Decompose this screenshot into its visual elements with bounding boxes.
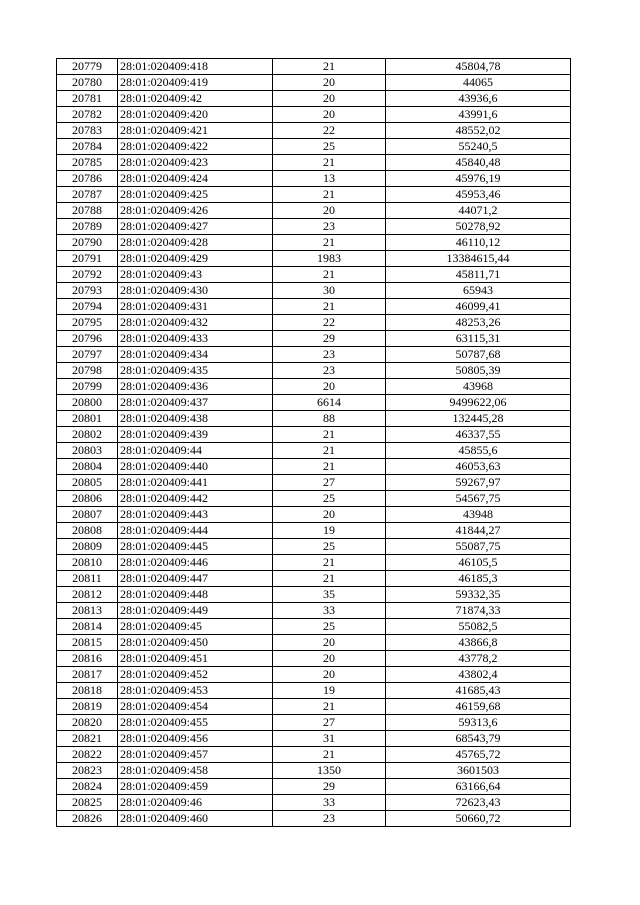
table-row — [57, 715, 571, 731]
cadastral-value-cell: 46337,55 — [386, 427, 571, 443]
cadastral-number-cell: 28:01:020409:452 — [118, 667, 273, 683]
row-number-cell: 20788 — [57, 203, 118, 219]
cadastral-value-cell: 43866,8 — [386, 635, 571, 651]
area-cell: 1983 — [273, 251, 386, 267]
table-row — [57, 811, 571, 827]
row-number-cell: 20786 — [57, 171, 118, 187]
area-cell: 13 — [273, 171, 386, 187]
row-number-cell: 20783 — [57, 123, 118, 139]
cadastral-number-cell: 28:01:020409:433 — [118, 331, 273, 347]
cadastral-value-cell: 50660,72 — [386, 811, 571, 827]
cadastral-number-cell: 28:01:020409:418 — [118, 59, 273, 75]
table-row — [57, 539, 571, 555]
table-row — [57, 779, 571, 795]
area-cell: 23 — [273, 811, 386, 827]
table-row — [57, 283, 571, 299]
cadastral-value-cell: 43968 — [386, 379, 571, 395]
cadastral-value-cell: 55240,5 — [386, 139, 571, 155]
row-number-cell: 20810 — [57, 555, 118, 571]
table-row — [57, 91, 571, 107]
table-row — [57, 795, 571, 811]
cadastral-number-cell: 28:01:020409:458 — [118, 763, 273, 779]
cadastral-value-cell: 46185,3 — [386, 571, 571, 587]
area-cell: 20 — [273, 379, 386, 395]
cadastral-number-cell: 28:01:020409:428 — [118, 235, 273, 251]
table-row — [57, 75, 571, 91]
cadastral-value-cell: 43936,6 — [386, 91, 571, 107]
area-cell: 21 — [273, 235, 386, 251]
table-row — [57, 315, 571, 331]
cadastral-value-cell: 46159,68 — [386, 699, 571, 715]
cadastral-number-cell: 28:01:020409:430 — [118, 283, 273, 299]
area-cell: 21 — [273, 555, 386, 571]
cadastral-number-cell: 28:01:020409:442 — [118, 491, 273, 507]
cadastral-number-cell: 28:01:020409:449 — [118, 603, 273, 619]
table-row — [57, 203, 571, 219]
cadastral-number-cell: 28:01:020409:459 — [118, 779, 273, 795]
cadastral-value-cell: 44065 — [386, 75, 571, 91]
area-cell: 19 — [273, 683, 386, 699]
cadastral-value-cell: 46110,12 — [386, 235, 571, 251]
table-row — [57, 443, 571, 459]
cadastral-value-cell: 59313,6 — [386, 715, 571, 731]
area-cell: 21 — [273, 427, 386, 443]
area-cell: 29 — [273, 779, 386, 795]
area-cell: 21 — [273, 155, 386, 171]
cadastral-value-cell: 43802,4 — [386, 667, 571, 683]
cadastral-value-cell: 41844,27 — [386, 523, 571, 539]
cadastral-number-cell: 28:01:020409:451 — [118, 651, 273, 667]
row-number-cell: 20821 — [57, 731, 118, 747]
cadastral-value-cell: 43948 — [386, 507, 571, 523]
cadastral-value-cell: 132445,28 — [386, 411, 571, 427]
cadastral-value-cell: 59332,35 — [386, 587, 571, 603]
table-row — [57, 651, 571, 667]
table-row — [57, 299, 571, 315]
cadastral-value-cell: 50787,68 — [386, 347, 571, 363]
cadastral-number-cell: 28:01:020409:436 — [118, 379, 273, 395]
row-number-cell: 20820 — [57, 715, 118, 731]
table-row — [57, 107, 571, 123]
cadastral-value-cell: 43778,2 — [386, 651, 571, 667]
area-cell: 25 — [273, 491, 386, 507]
area-cell: 20 — [273, 667, 386, 683]
cadastral-value-cell: 55087,75 — [386, 539, 571, 555]
table-row — [57, 411, 571, 427]
table-row — [57, 731, 571, 747]
cadastral-value-cell: 50278,92 — [386, 219, 571, 235]
table-row — [57, 379, 571, 395]
row-number-cell: 20818 — [57, 683, 118, 699]
area-cell: 35 — [273, 587, 386, 603]
row-number-cell: 20825 — [57, 795, 118, 811]
table-row — [57, 587, 571, 603]
cadastral-value-cell: 68543,79 — [386, 731, 571, 747]
row-number-cell: 20790 — [57, 235, 118, 251]
cadastral-value-cell: 63166,64 — [386, 779, 571, 795]
cadastral-value-cell: 46053,63 — [386, 459, 571, 475]
cadastral-number-cell: 28:01:020409:446 — [118, 555, 273, 571]
row-number-cell: 20796 — [57, 331, 118, 347]
cadastral-number-cell: 28:01:020409:441 — [118, 475, 273, 491]
area-cell: 20 — [273, 651, 386, 667]
row-number-cell: 20799 — [57, 379, 118, 395]
area-cell: 21 — [273, 187, 386, 203]
area-cell: 88 — [273, 411, 386, 427]
table-row — [57, 427, 571, 443]
row-number-cell: 20782 — [57, 107, 118, 123]
cadastral-number-cell: 28:01:020409:454 — [118, 699, 273, 715]
table-row — [57, 171, 571, 187]
cadastral-value-cell: 59267,97 — [386, 475, 571, 491]
cadastral-number-cell: 28:01:020409:429 — [118, 251, 273, 267]
cadastral-number-cell: 28:01:020409:423 — [118, 155, 273, 171]
row-number-cell: 20813 — [57, 603, 118, 619]
row-number-cell: 20795 — [57, 315, 118, 331]
table-row — [57, 59, 571, 75]
area-cell: 21 — [273, 699, 386, 715]
row-number-cell: 20811 — [57, 571, 118, 587]
area-cell: 23 — [273, 347, 386, 363]
cadastral-number-cell: 28:01:020409:456 — [118, 731, 273, 747]
table-row — [57, 235, 571, 251]
row-number-cell: 20817 — [57, 667, 118, 683]
row-number-cell: 20797 — [57, 347, 118, 363]
cadastral-number-cell: 28:01:020409:424 — [118, 171, 273, 187]
area-cell: 21 — [273, 59, 386, 75]
row-number-cell: 20785 — [57, 155, 118, 171]
area-cell: 21 — [273, 747, 386, 763]
table-row — [57, 571, 571, 587]
area-cell: 31 — [273, 731, 386, 747]
cadastral-value-cell: 65943 — [386, 283, 571, 299]
table-row — [57, 491, 571, 507]
row-number-cell: 20791 — [57, 251, 118, 267]
cadastral-number-cell: 28:01:020409:450 — [118, 635, 273, 651]
cadastral-number-cell: 28:01:020409:438 — [118, 411, 273, 427]
table-row — [57, 603, 571, 619]
row-number-cell: 20789 — [57, 219, 118, 235]
area-cell: 19 — [273, 523, 386, 539]
cadastral-number-cell: 28:01:020409:434 — [118, 347, 273, 363]
area-cell: 25 — [273, 619, 386, 635]
cadastral-value-cell: 41685,43 — [386, 683, 571, 699]
table-row — [57, 619, 571, 635]
area-cell: 33 — [273, 795, 386, 811]
cadastral-number-cell: 28:01:020409:420 — [118, 107, 273, 123]
row-number-cell: 20805 — [57, 475, 118, 491]
cadastral-number-cell: 28:01:020409:421 — [118, 123, 273, 139]
area-cell: 20 — [273, 75, 386, 91]
cadastral-value-cell: 48552,02 — [386, 123, 571, 139]
table-row — [57, 475, 571, 491]
table-row — [57, 123, 571, 139]
area-cell: 25 — [273, 539, 386, 555]
cadastral-value-cell: 45811,71 — [386, 267, 571, 283]
row-number-cell: 20787 — [57, 187, 118, 203]
cadastral-number-cell: 28:01:020409:437 — [118, 395, 273, 411]
cadastral-number-cell: 28:01:020409:43 — [118, 267, 273, 283]
row-number-cell: 20816 — [57, 651, 118, 667]
area-cell: 23 — [273, 363, 386, 379]
row-number-cell: 20806 — [57, 491, 118, 507]
cadastral-value-cell: 45804,78 — [386, 59, 571, 75]
area-cell: 21 — [273, 267, 386, 283]
area-cell: 21 — [273, 459, 386, 475]
row-number-cell: 20780 — [57, 75, 118, 91]
cadastral-value-cell: 45976,19 — [386, 171, 571, 187]
cadastral-number-cell: 28:01:020409:455 — [118, 715, 273, 731]
row-number-cell: 20794 — [57, 299, 118, 315]
cadastral-number-cell: 28:01:020409:447 — [118, 571, 273, 587]
cadastral-number-cell: 28:01:020409:448 — [118, 587, 273, 603]
cadastral-number-cell: 28:01:020409:460 — [118, 811, 273, 827]
cadastral-value-cell: 72623,43 — [386, 795, 571, 811]
cadastral-number-cell: 28:01:020409:444 — [118, 523, 273, 539]
table-row — [57, 555, 571, 571]
cadastral-number-cell: 28:01:020409:45 — [118, 619, 273, 635]
cadastral-number-cell: 28:01:020409:443 — [118, 507, 273, 523]
row-number-cell: 20822 — [57, 747, 118, 763]
row-number-cell: 20819 — [57, 699, 118, 715]
area-cell: 25 — [273, 139, 386, 155]
cadastral-value-cell: 13384615,44 — [386, 251, 571, 267]
row-number-cell: 20781 — [57, 91, 118, 107]
cadastral-value-cell: 50805,39 — [386, 363, 571, 379]
row-number-cell: 20815 — [57, 635, 118, 651]
cadastral-value-cell: 45765,72 — [386, 747, 571, 763]
area-cell: 23 — [273, 219, 386, 235]
area-cell: 29 — [273, 331, 386, 347]
area-cell: 21 — [273, 299, 386, 315]
cadastral-value-cell: 44071,2 — [386, 203, 571, 219]
row-number-cell: 20826 — [57, 811, 118, 827]
cadastral-value-cell: 54567,75 — [386, 491, 571, 507]
cadastral-number-cell: 28:01:020409:44 — [118, 443, 273, 459]
area-cell: 20 — [273, 203, 386, 219]
cadastral-value-cell: 46099,41 — [386, 299, 571, 315]
cadastral-number-cell: 28:01:020409:439 — [118, 427, 273, 443]
table-row — [57, 667, 571, 683]
cadastral-number-cell: 28:01:020409:427 — [118, 219, 273, 235]
cadastral-number-cell: 28:01:020409:432 — [118, 315, 273, 331]
cadastral-value-cell: 9499622,06 — [386, 395, 571, 411]
cadastral-value-cell: 45855,6 — [386, 443, 571, 459]
cadastral-value-cell: 48253,26 — [386, 315, 571, 331]
area-cell: 27 — [273, 715, 386, 731]
cadastral-number-cell: 28:01:020409:435 — [118, 363, 273, 379]
table-row — [57, 251, 571, 267]
cadastral-number-cell: 28:01:020409:419 — [118, 75, 273, 91]
cadastral-value-cell: 45953,46 — [386, 187, 571, 203]
cadastral-number-cell: 28:01:020409:431 — [118, 299, 273, 315]
cadastral-value-table — [56, 58, 571, 827]
table-row — [57, 187, 571, 203]
row-number-cell: 20812 — [57, 587, 118, 603]
area-cell: 21 — [273, 571, 386, 587]
table-row — [57, 747, 571, 763]
cadastral-number-cell: 28:01:020409:453 — [118, 683, 273, 699]
table-row — [57, 459, 571, 475]
table-row — [57, 347, 571, 363]
cadastral-number-cell: 28:01:020409:445 — [118, 539, 273, 555]
row-number-cell: 20809 — [57, 539, 118, 555]
cadastral-number-cell: 28:01:020409:426 — [118, 203, 273, 219]
cadastral-value-cell: 55082,5 — [386, 619, 571, 635]
cadastral-number-cell: 28:01:020409:46 — [118, 795, 273, 811]
cadastral-number-cell: 28:01:020409:457 — [118, 747, 273, 763]
table-row — [57, 155, 571, 171]
row-number-cell: 20823 — [57, 763, 118, 779]
table-body — [57, 59, 571, 827]
cadastral-value-cell: 3601503 — [386, 763, 571, 779]
row-number-cell: 20803 — [57, 443, 118, 459]
row-number-cell: 20807 — [57, 507, 118, 523]
row-number-cell: 20808 — [57, 523, 118, 539]
table-row — [57, 395, 571, 411]
table-row — [57, 635, 571, 651]
row-number-cell: 20802 — [57, 427, 118, 443]
area-cell: 1350 — [273, 763, 386, 779]
cadastral-value-cell: 45840,48 — [386, 155, 571, 171]
cadastral-number-cell: 28:01:020409:425 — [118, 187, 273, 203]
table-row — [57, 699, 571, 715]
row-number-cell: 20779 — [57, 59, 118, 75]
area-cell: 22 — [273, 123, 386, 139]
table-row — [57, 139, 571, 155]
area-cell: 20 — [273, 635, 386, 651]
table-row — [57, 507, 571, 523]
table-row — [57, 683, 571, 699]
area-cell: 20 — [273, 507, 386, 523]
row-number-cell: 20800 — [57, 395, 118, 411]
cadastral-number-cell: 28:01:020409:42 — [118, 91, 273, 107]
area-cell: 20 — [273, 91, 386, 107]
cadastral-number-cell: 28:01:020409:422 — [118, 139, 273, 155]
table-row — [57, 219, 571, 235]
table-row — [57, 763, 571, 779]
table-row — [57, 331, 571, 347]
row-number-cell: 20784 — [57, 139, 118, 155]
row-number-cell: 20793 — [57, 283, 118, 299]
row-number-cell: 20814 — [57, 619, 118, 635]
cadastral-value-cell: 63115,31 — [386, 331, 571, 347]
row-number-cell: 20801 — [57, 411, 118, 427]
area-cell: 21 — [273, 443, 386, 459]
row-number-cell: 20824 — [57, 779, 118, 795]
area-cell: 6614 — [273, 395, 386, 411]
row-number-cell: 20804 — [57, 459, 118, 475]
cadastral-number-cell: 28:01:020409:440 — [118, 459, 273, 475]
table-row — [57, 363, 571, 379]
cadastral-value-cell: 43991,6 — [386, 107, 571, 123]
area-cell: 22 — [273, 315, 386, 331]
cadastral-value-cell: 71874,33 — [386, 603, 571, 619]
table-row — [57, 523, 571, 539]
area-cell: 33 — [273, 603, 386, 619]
area-cell: 30 — [273, 283, 386, 299]
row-number-cell: 20798 — [57, 363, 118, 379]
table-row — [57, 267, 571, 283]
row-number-cell: 20792 — [57, 267, 118, 283]
cadastral-value-cell: 46105,5 — [386, 555, 571, 571]
area-cell: 20 — [273, 107, 386, 123]
area-cell: 27 — [273, 475, 386, 491]
